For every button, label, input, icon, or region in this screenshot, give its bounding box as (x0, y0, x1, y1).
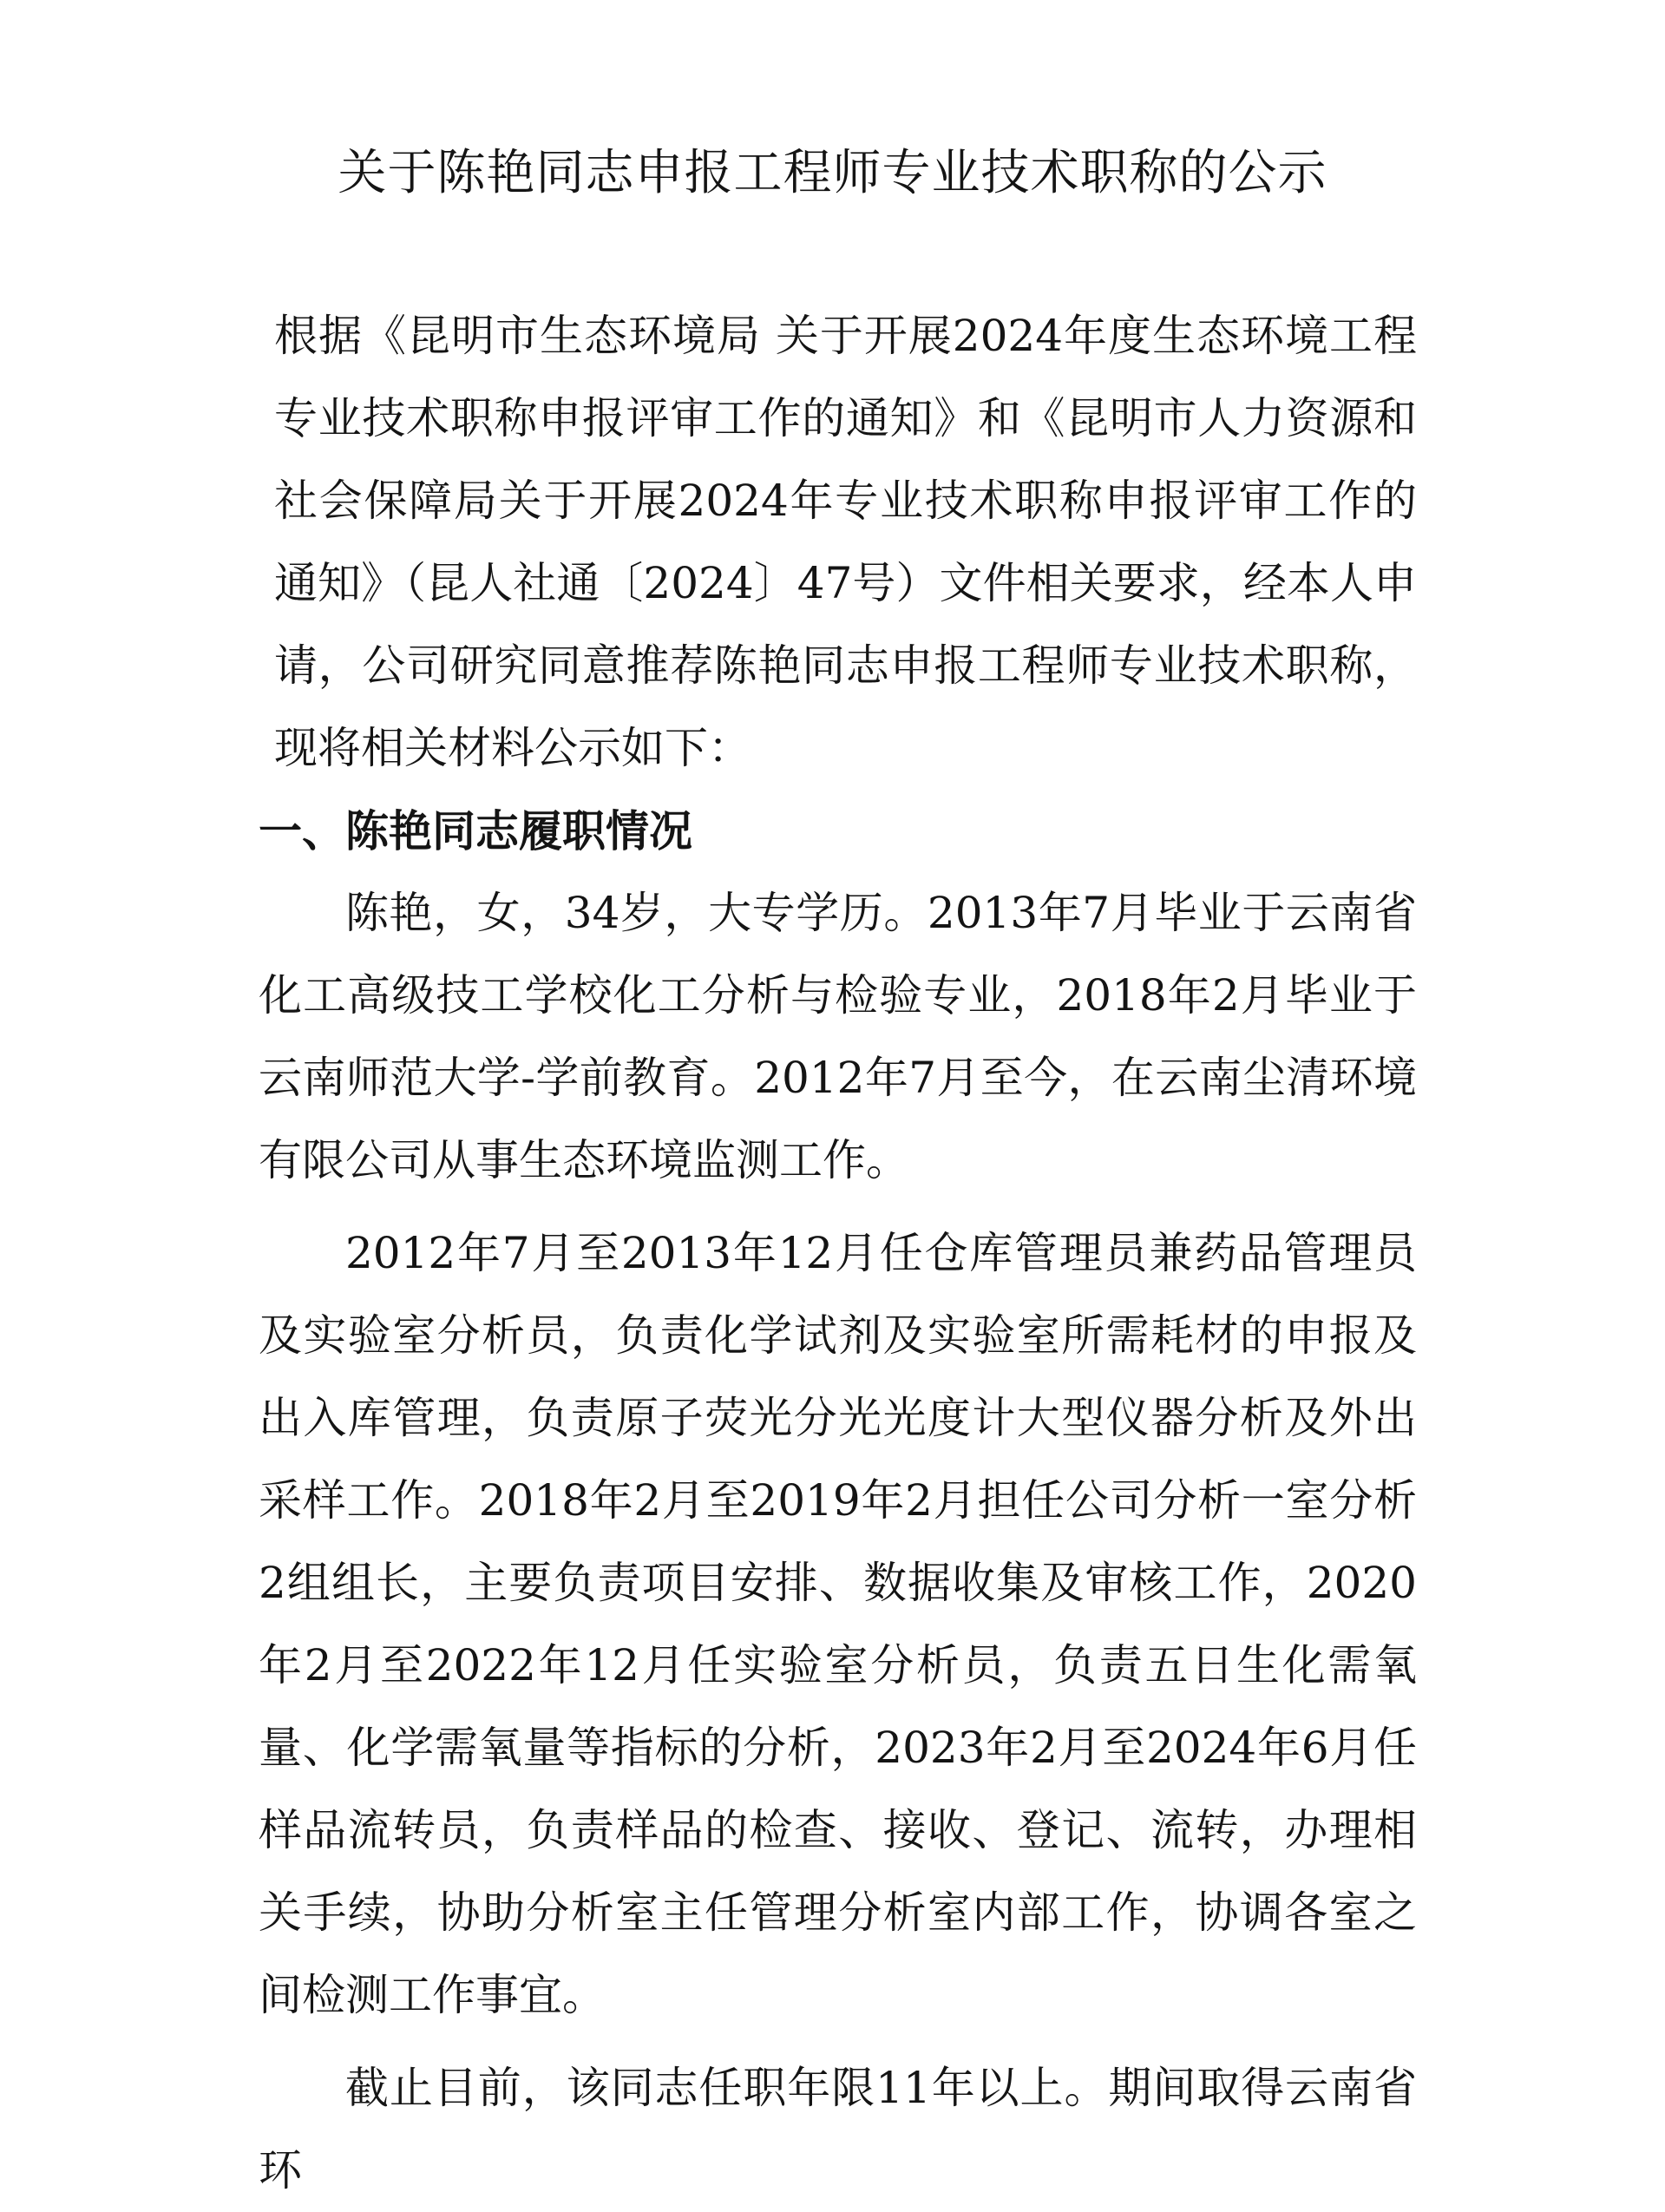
intro-paragraph: 根据《昆明市生态环境局 关于开展2024年度生态环境工程专业技术职称申报评审工作的通知》和《昆明市人力资源和社会保障局关于开展2024年专业技术职称申报评审工作的通知》（昆人社通〔2024〕47号）文件相关要求，经本人申请，公司研究同意推荐陈艳同志申报工程师专业技术职称，现将相关材料公示如下： (274, 311, 1417, 773)
profile-paragraph: 陈艳，女，34岁，大专学历。2013年7月毕业于云南省化工高级技工学校化工分析与检验专业，2018年2月毕业于云南师范大学-学前教育。2012年7月至今，在云南尘清环境有限公司从事生态环境监测工作。 (259, 888, 1417, 1185)
summary-paragraph: 截止目前，该同志任职年限11年以上。期间取得云南省环 (259, 2063, 1417, 2196)
work-history-paragraph: 2012年7月至2013年12月任仓库管理员兼药品管理员及实验室分析员，负责化学试剂及实验室所需耗材的申报及出入库管理，负责原子荧光分光光度计大型仪器分析及外出采样工作。2018年2月至2019年2月担任公司分析一室分析2组组长，主要负责项目安排、数据收集及审核工作，2020年2月至2022年12月任实验室分析员，负责五日生化需氧量、化学需氧量等指标的分析，2023年2月至2024年6月任样品流转员，负责样品的检查、接收、登记、流转，办理相关手续，协助分析室主任管理分析室内部工作，协调各室之间检测工作事宜。 (259, 1228, 1417, 2020)
document-body (259, 295, 1417, 2212)
section-heading: 一、陈艳同志履职情况 (259, 805, 692, 857)
document-title: 关于陈艳同志申报工程师专业技术职称的公示 (338, 145, 1327, 201)
